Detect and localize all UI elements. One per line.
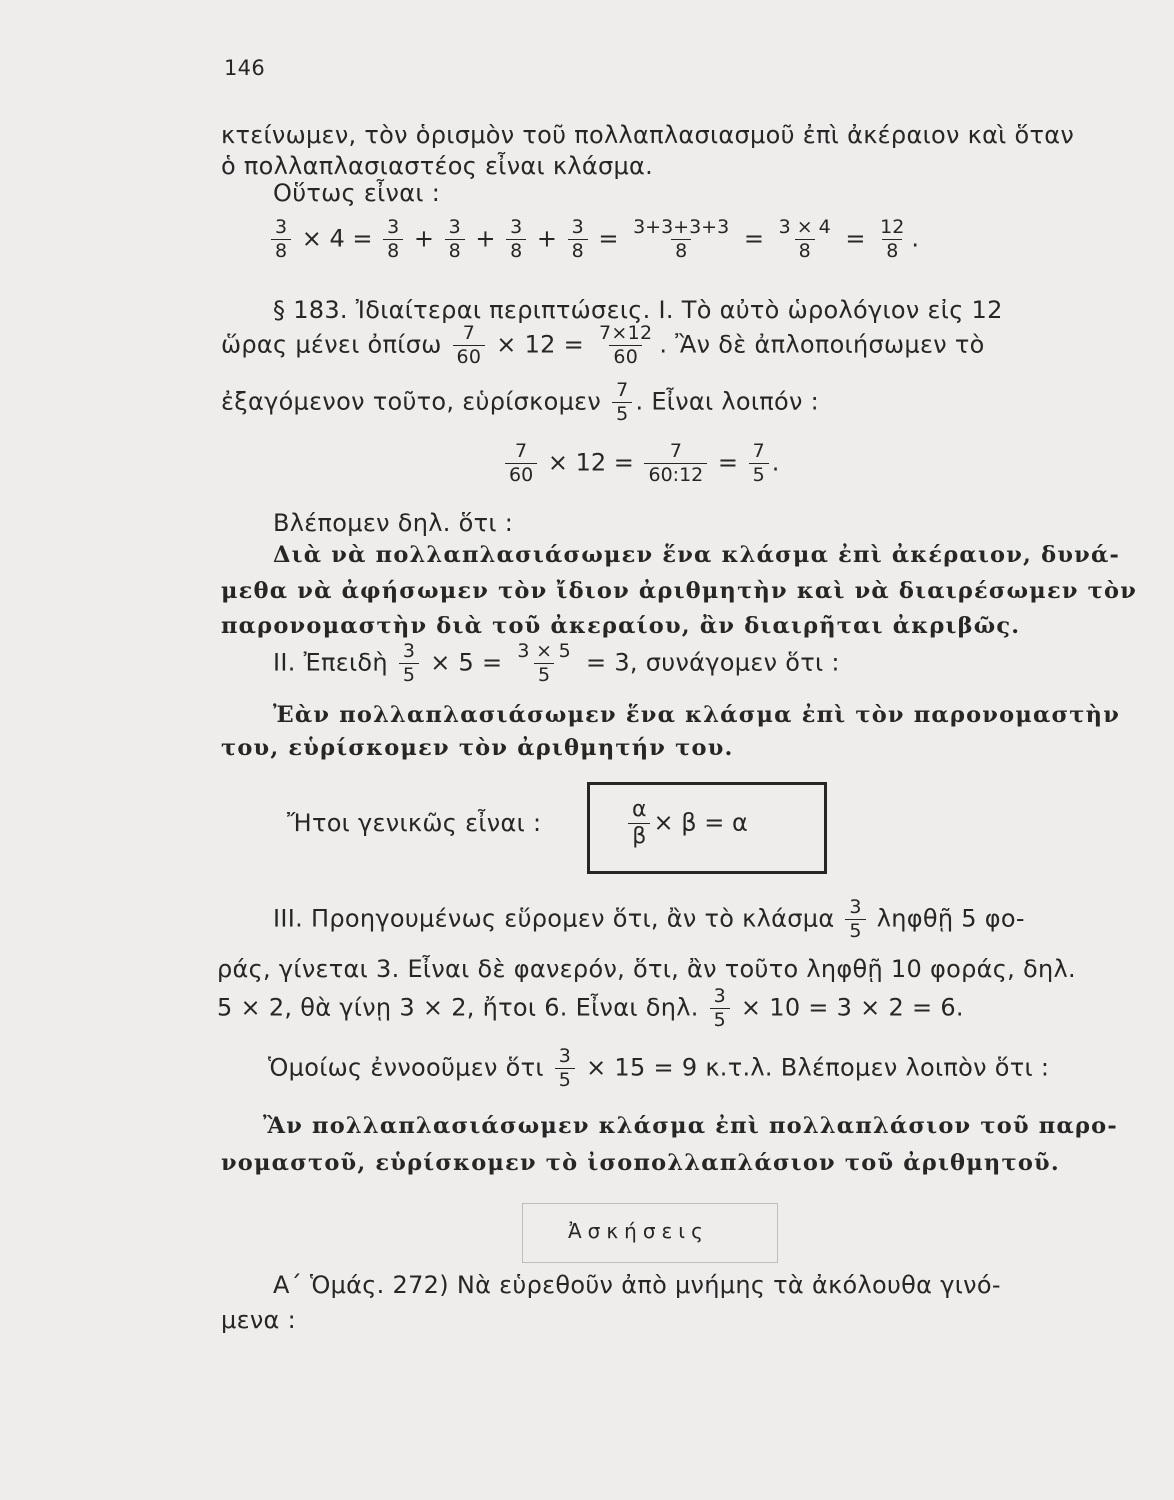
fraction: $\frac{3+3+3+3}{8}$ — [633, 216, 730, 262]
text-line: ράς, γίνεται 3. Εἶναι δὲ φανερόν, ὅτι, ἂν τοῦτο ληφθῇ 10 φοράς, δηλ. — [217, 955, 1076, 983]
fraction: $\frac{7}{60:12}$ — [644, 442, 707, 485]
fraction: $\frac{3}{8}$ — [506, 218, 526, 261]
text-line: Ἤτοι γενικῶς εἶναι : — [287, 809, 542, 837]
fraction: $\frac{12}{8}$ — [880, 216, 905, 262]
fraction: $\frac{7}{60}$ — [453, 324, 486, 367]
text-line: ὁ πολλαπλασιαστέος εἶναι κλάσμα. — [221, 152, 654, 180]
rule-line: Διὰ νὰ πολλαπλασιάσωμεν ἕνα κλάσμα ἐπὶ ἀκέραιον, δυνά- — [273, 542, 1121, 568]
text-line-with-fractions: 5 × 2, θὰ γίνῃ 3 × 2, ἤτοι 6. Εἶναι δηλ. $\frac{3}{5}$ × 10 = 3 × 2 = 6. — [217, 985, 964, 1031]
section-heading-183: § 183. Ἰδιαίτεραι περιπτώσεις. Ι. Τὸ αὐτὸ ὡρολόγιον εἰς 12 — [273, 296, 1003, 324]
fraction: $\frac{3}{5}$ — [710, 987, 730, 1030]
text-line-with-fractions: ἐξαγόμενον τοῦτο, εὑρίσκομεν $\frac{7}{5}$ . Εἶναι λοιπόν : — [221, 379, 820, 425]
equation-simplify: $\frac{7}{60}$ × 12 = $\frac{7}{60:12}$ = $\frac{7}{5}$ . — [502, 442, 779, 485]
fraction: $\frac{3}{8}$ — [445, 218, 465, 261]
fraction: $\frac{3}{5}$ — [555, 1047, 575, 1090]
rule-line: νομαστοῦ, εὑρίσκομεν τὸ ἰσοπολλαπλάσιον τοῦ ἀριθμητοῦ. — [221, 1150, 1060, 1176]
rule-line: Ἂν πολλαπλασιάσωμεν κλάσμα ἐπὶ πολλαπλάσιον τοῦ παρο- — [263, 1113, 1118, 1139]
text-line: Βλέπομεν δηλ. ὅτι : — [273, 509, 514, 537]
text-line-with-fractions: ΙΙΙ. Προηγουμένως εὕρομεν ὅτι, ἂν τὸ κλάσμα $\frac{3}{5}$ ληφθῇ 5 φο- — [273, 896, 1025, 942]
exercise-line: μενα : — [221, 1306, 296, 1334]
fraction: $\frac{3}{8}$ — [383, 218, 403, 261]
page-number: 146 — [224, 56, 265, 80]
fraction: $\frac{7}{5}$ — [612, 381, 632, 424]
rule-line: Ἐὰν πολλαπλασιάσωμεν ἕνα κλάσμα ἐπὶ τὸν παρονομαστὴν — [273, 702, 1121, 728]
fraction: $\frac{3}{5}$ — [399, 642, 419, 685]
equation-fractions-sum: $\frac{3}{8}$ × 4 = $\frac{3}{8}$ + $\frac{3}{8}$ + $\frac{3}{8}$ + $\frac{3}{8}$ = $\frac{3+3+3+3}{8}$ = $\frac{3 \times 4}{8}$ = $\frac{12}{8}$ . — [268, 218, 919, 261]
rule-line: παρονομαστὴν διὰ τοῦ ἀκεραίου, ἂν διαιρῆται ἀκριβῶς. — [221, 613, 1021, 639]
general-formula: $\frac{\alpha}{\beta}$ × β = α — [625, 799, 748, 848]
fraction: $\frac{7\times 12}{60}$ — [599, 322, 653, 368]
text-line: κτείνωμεν, τὸν ὁρισμὸν τοῦ πολλαπλασιασμοῦ ἐπὶ ἀκέραιον καὶ ὅταν — [221, 121, 1075, 149]
text-line-with-fractions: ΙΙ. Ἐπειδὴ $\frac{3}{5}$ × 5 = $\frac{3 \times 5}{5}$ = 3, συνάγομεν ὅτι : — [273, 640, 840, 686]
fraction: $\frac{\alpha}{\beta}$ — [628, 799, 651, 848]
text-line-with-fractions: ὥρας μένει ὀπίσω $\frac{7}{60}$ × 12 = $\frac{7\times 12}{60}$ . Ἂν δὲ ἀπλοποιήσωμεν τὸ — [221, 322, 985, 368]
fraction: $\frac{3}{5}$ — [845, 898, 865, 941]
fraction: $\frac{7}{60}$ — [505, 442, 537, 485]
text-line: Οὕτως εἶναι : — [273, 179, 441, 207]
text-line-with-fractions: Ὁμοίως ἐννοοῦμεν ὅτι $\frac{3}{5}$ × 15 = 9 κ.τ.λ. Βλέπομεν λοιπὸν ὅτι : — [268, 1045, 1050, 1091]
formula-box — [587, 782, 827, 874]
exercises-heading: Ἀσκήσεις — [568, 1219, 709, 1243]
rule-line: μεθα νὰ ἀφήσωμεν τὸν ἴδιον ἀριθμητὴν καὶ νὰ διαιρέσωμεν τὸν — [221, 578, 1138, 604]
fraction: $\frac{3 \times 5}{5}$ — [517, 640, 572, 686]
exercise-line: Α΄ Ὁμάς. 272) Νὰ εὑρεθοῦν ἀπὸ μνήμης τὰ ἀκόλουθα γινό- — [273, 1271, 1001, 1299]
rule-line: του, εὑρίσκομεν τὸν ἀριθμητήν του. — [221, 735, 734, 761]
fraction: $\frac{3}{8}$ — [271, 218, 291, 261]
fraction: $\frac{7}{5}$ — [749, 442, 769, 485]
fraction: $\frac{3}{8}$ — [568, 218, 588, 261]
fraction: $\frac{3 \times 4}{8}$ — [778, 216, 831, 262]
